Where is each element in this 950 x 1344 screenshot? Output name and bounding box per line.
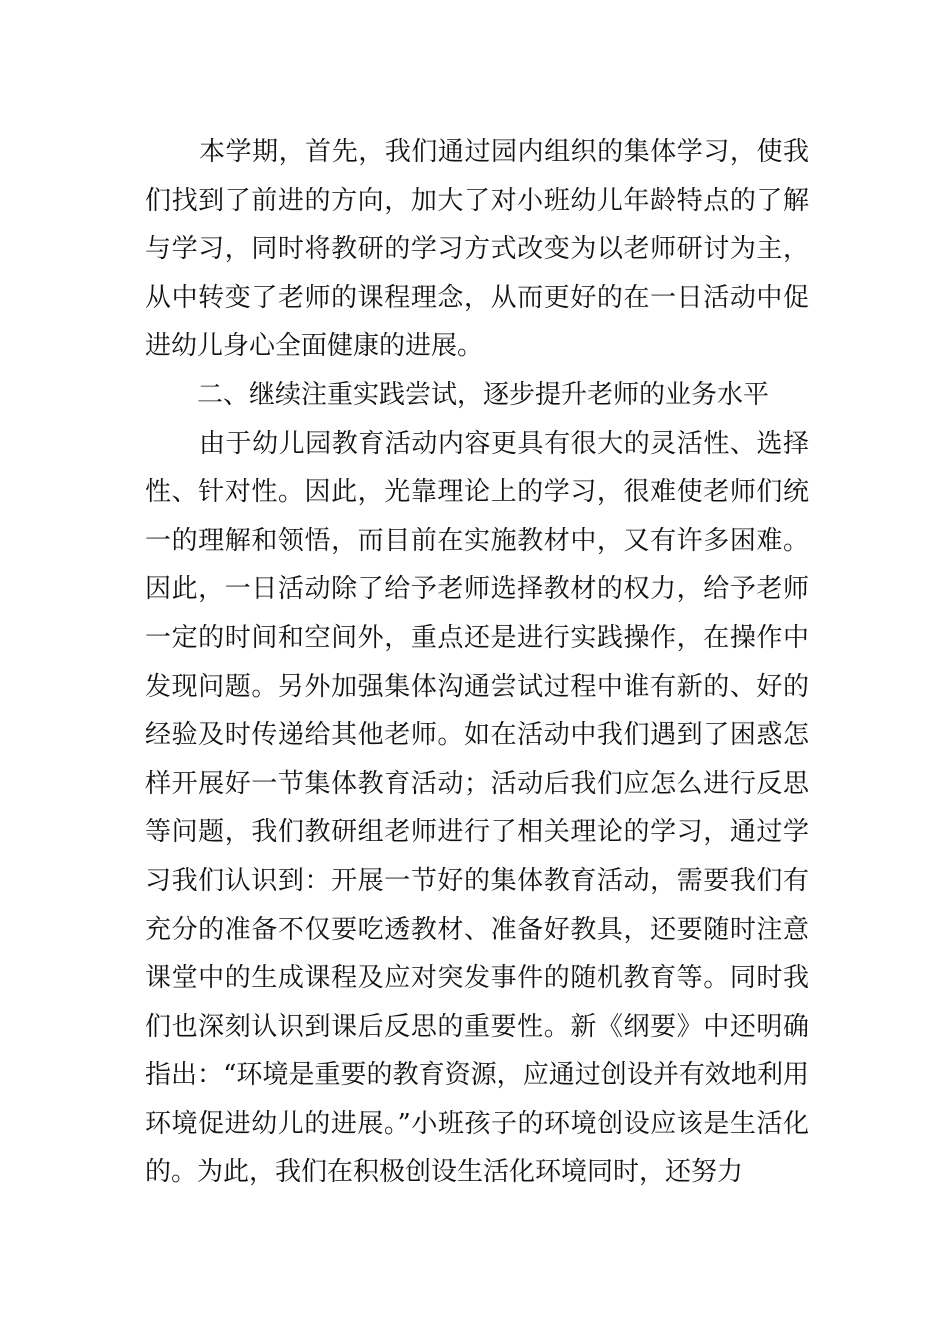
paragraph-practice-details: 由于幼儿园教育活动内容更具有很大的灵活性、选择性、针对性。因此，光靠理论上的学习，很难使老师们统一的理解和领悟，而目前在实施教材中，又有许多困难。因此，一日活动除了给予老师选择教材的权力，给予老师一定的时间和空间外，重点还是进行实践操作，在操作中发现问题。另外加强集体沟通尝试过程中谁有新的、好的经验及时传递给其他老师。如在活动中我们遇到了困惑怎样开展好一节集体教育活动；活动后我们应怎么进行反思等问题，我们教研组老师进行了相关理论的学习，通过学习我们认识到：开展一节好的集体教育活动，需要我们有充分的准备不仅要吃透教材、准备好教具，还要随时注意课堂中的生成课程及应对突发事件的随机教育等。同时我们也深刻认识到课后反思的重要性。新《纲要》中还明确指出：“环境是重要的教育资源，应通过创设并有效地利用环境促进幼儿的进展。”小班孩子的环境创设应该是生活化的。为此，我们在积极创设生活化环境同时，还努力 xyxy=(145,428,809,1188)
paragraph-semester-study: 本学期，首先，我们通过园内组织的集体学习，使我们找到了前进的方向，加大了对小班幼儿年龄特点的了解与学习，同时将教研的学习方式改变为以老师研讨为主，从中转变了老师的课程理念，从而更好的在一日活动中促进幼儿身心全面健康的进展。 xyxy=(145,137,809,362)
section-heading-practice: 二、继续注重实践尝试，逐步提升老师的业务水平 xyxy=(197,379,770,410)
document-body xyxy=(145,128,809,1197)
